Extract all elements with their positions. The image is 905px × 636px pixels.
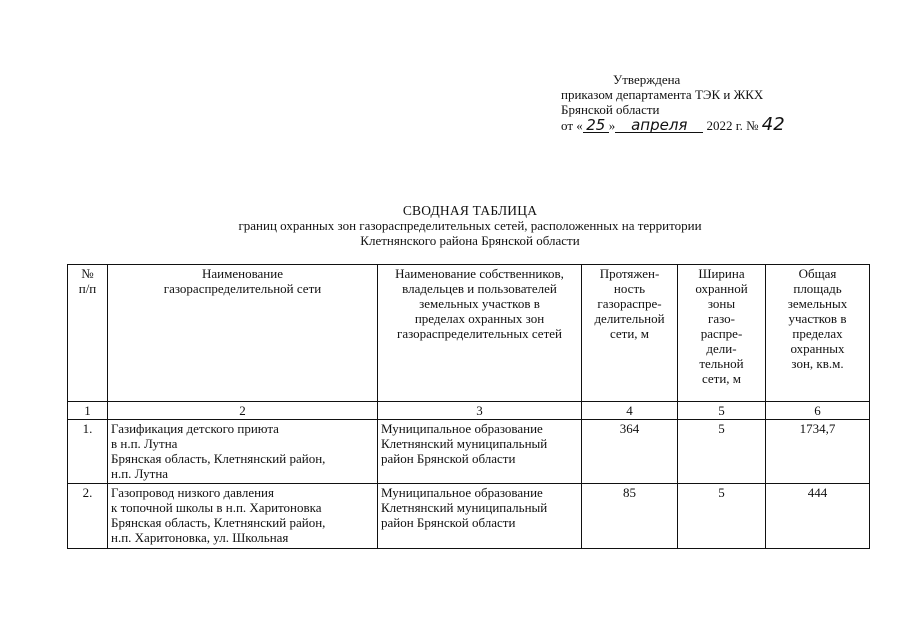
owner-cell: Муниципальное образование Клетнянский муниципальный район Брянской области [378, 420, 582, 484]
row-number: 2. [68, 484, 108, 549]
header-number: № п/п [68, 265, 108, 402]
table-header-row [68, 265, 870, 402]
column-index: 6 [766, 402, 870, 420]
area-cell: 1734,7 [766, 420, 870, 484]
length-cell: 364 [582, 420, 678, 484]
document-heading [160, 203, 780, 248]
date-prefix: от « [561, 118, 583, 133]
column-index-row [68, 402, 870, 420]
date-month-handwritten: апреля [615, 119, 703, 133]
row-number: 1. [68, 420, 108, 484]
header-owners: Наименование собственников, владельцев и пользователей земельных участков в пределах охранных зон газораспределительных сетей [378, 265, 582, 402]
approval-region-line: Брянской области [561, 102, 660, 117]
column-index: 1 [68, 402, 108, 420]
column-index: 5 [678, 402, 766, 420]
network-name-cell: Газификация детского приюта в н.п. Лутна Брянская область, Клетнянский район, н.п. Лутна [108, 420, 378, 484]
document-number-handwritten: 42 [761, 114, 785, 135]
header-area: Общая площадь земельных участков в пределах охранных зон, кв.м. [766, 265, 870, 402]
owner-cell: Муниципальное образование Клетнянский муниципальный район Брянской области [378, 484, 582, 549]
document-subtitle-line2: Клетнянского района Брянской области [360, 233, 580, 248]
network-name-cell: Газопровод низкого давления к топочной школы в н.п. Харитоновка Брянская область, Клетнянский район, н.п. Харитоновка, ул. Школьная [108, 484, 378, 549]
approval-block [561, 72, 861, 133]
area-cell: 444 [766, 484, 870, 549]
summary-table [67, 264, 870, 549]
length-cell: 85 [582, 484, 678, 549]
document-subtitle-line1: границ охранных зон газораспределительных сетей, расположенных на территории [238, 218, 702, 233]
header-length: Протяжен- ность газораспре- делительной сети, м [582, 265, 678, 402]
approval-date-line [561, 114, 861, 135]
table-row [68, 420, 870, 484]
table-row [68, 484, 870, 549]
document-title: СВОДНАЯ ТАБЛИЦА [402, 203, 538, 218]
number-sign: № [746, 118, 759, 133]
column-index: 3 [378, 402, 582, 420]
column-index: 4 [582, 402, 678, 420]
zone-width-cell: 5 [678, 420, 766, 484]
approval-title: Утверждена [613, 72, 681, 87]
date-year: 2022 г. [706, 118, 743, 133]
header-zone-width: Ширина охранной зоны газо- распре- дели- тельной сети, м [678, 265, 766, 402]
zone-width-cell: 5 [678, 484, 766, 549]
date-day-handwritten: 25 [583, 119, 609, 133]
column-index: 2 [108, 402, 378, 420]
header-network-name: Наименование газораспределительной сети [108, 265, 378, 402]
approval-order-line: приказом департамента ТЭК и ЖКХ [561, 87, 764, 102]
date-mid: » [608, 118, 616, 133]
